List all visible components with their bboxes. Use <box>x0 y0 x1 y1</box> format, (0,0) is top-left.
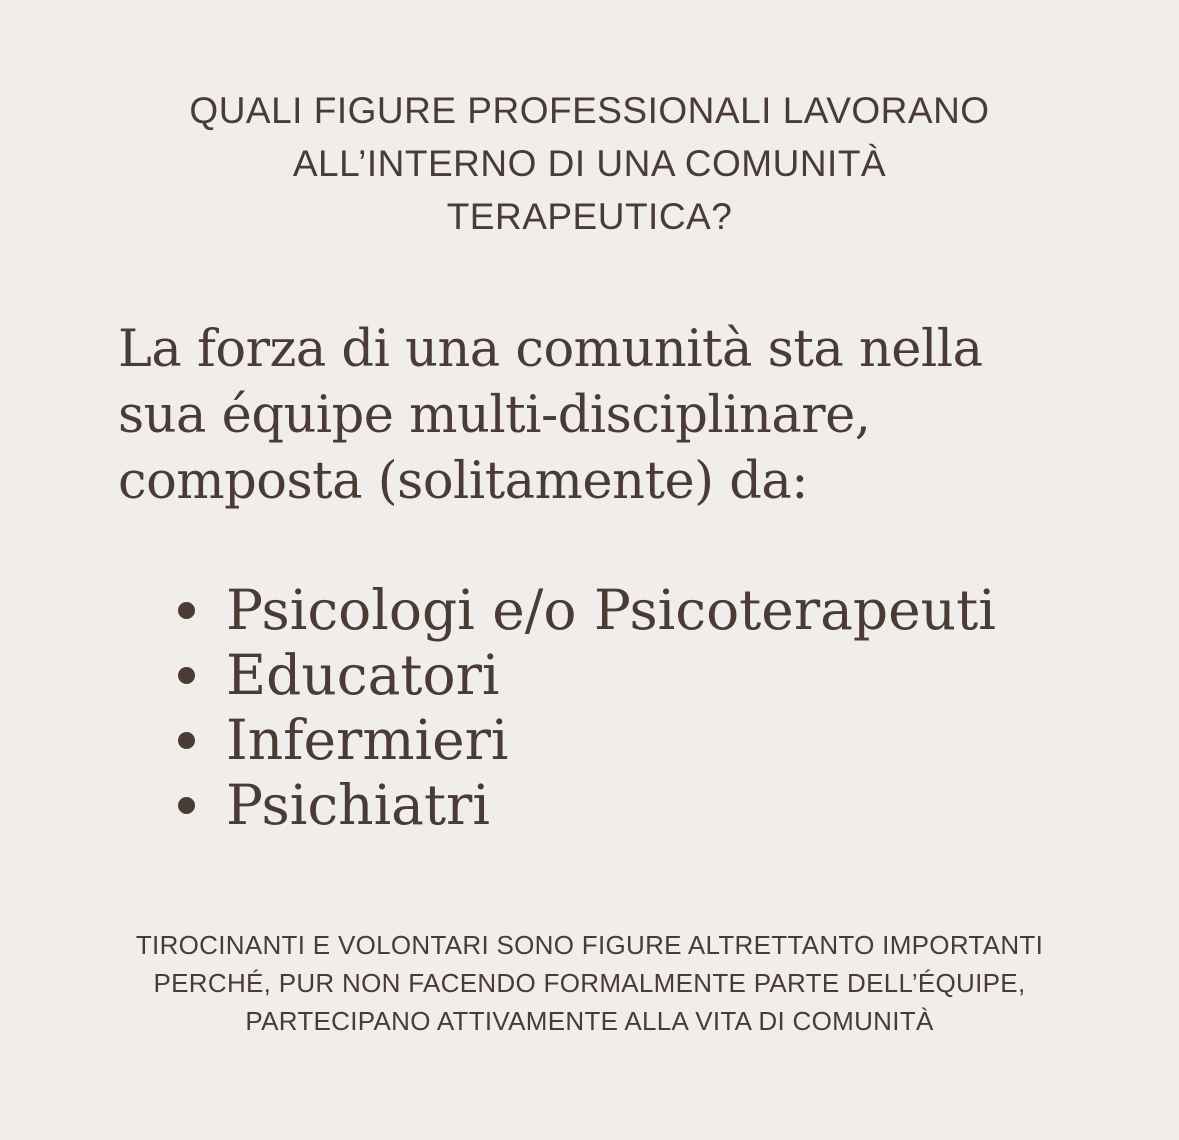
question-heading <box>90 84 1089 243</box>
role-label: Educatori <box>226 643 500 707</box>
note-line: TIROCINANTI E VOLONTARI SONO FIGURE ALTRETTANTO IMPORTANTI <box>135 930 1044 960</box>
intro-paragraph <box>118 317 1078 515</box>
heading-line: ALL’INTERNO DI UNA COMUNITÀ <box>292 143 887 184</box>
list-item <box>170 708 996 773</box>
note-line: PARTECIPANO ATTIVAMENTE ALLA VITA DI COMUNITÀ <box>245 1006 934 1036</box>
note-line: PERCHÉ, PUR NON FACENDO FORMALMENTE PARTE DELL’ÉQUIPE, <box>153 968 1026 998</box>
intro-line: sua équipe multi-disciplinare, <box>118 386 871 445</box>
heading-line: QUALI FIGURE PROFESSIONALI LAVORANO <box>189 90 990 131</box>
list-item <box>170 578 996 643</box>
role-label: Psichiatri <box>226 773 490 837</box>
list-item <box>170 773 996 838</box>
bullet-icon <box>178 797 195 814</box>
bullet-icon <box>178 732 195 749</box>
intro-line: La forza di una comunità sta nella <box>118 320 983 379</box>
role-label: Psicologi e/o Psicoterapeuti <box>226 578 996 642</box>
roles-list <box>170 578 996 838</box>
intro-line: composta (solitamente) da: <box>118 452 808 511</box>
bullet-icon <box>178 667 195 684</box>
role-label: Infermieri <box>226 708 509 772</box>
footer-note <box>60 926 1119 1040</box>
bullet-icon <box>178 602 195 619</box>
list-item <box>170 643 996 708</box>
heading-line: TERAPEUTICA? <box>446 196 733 237</box>
